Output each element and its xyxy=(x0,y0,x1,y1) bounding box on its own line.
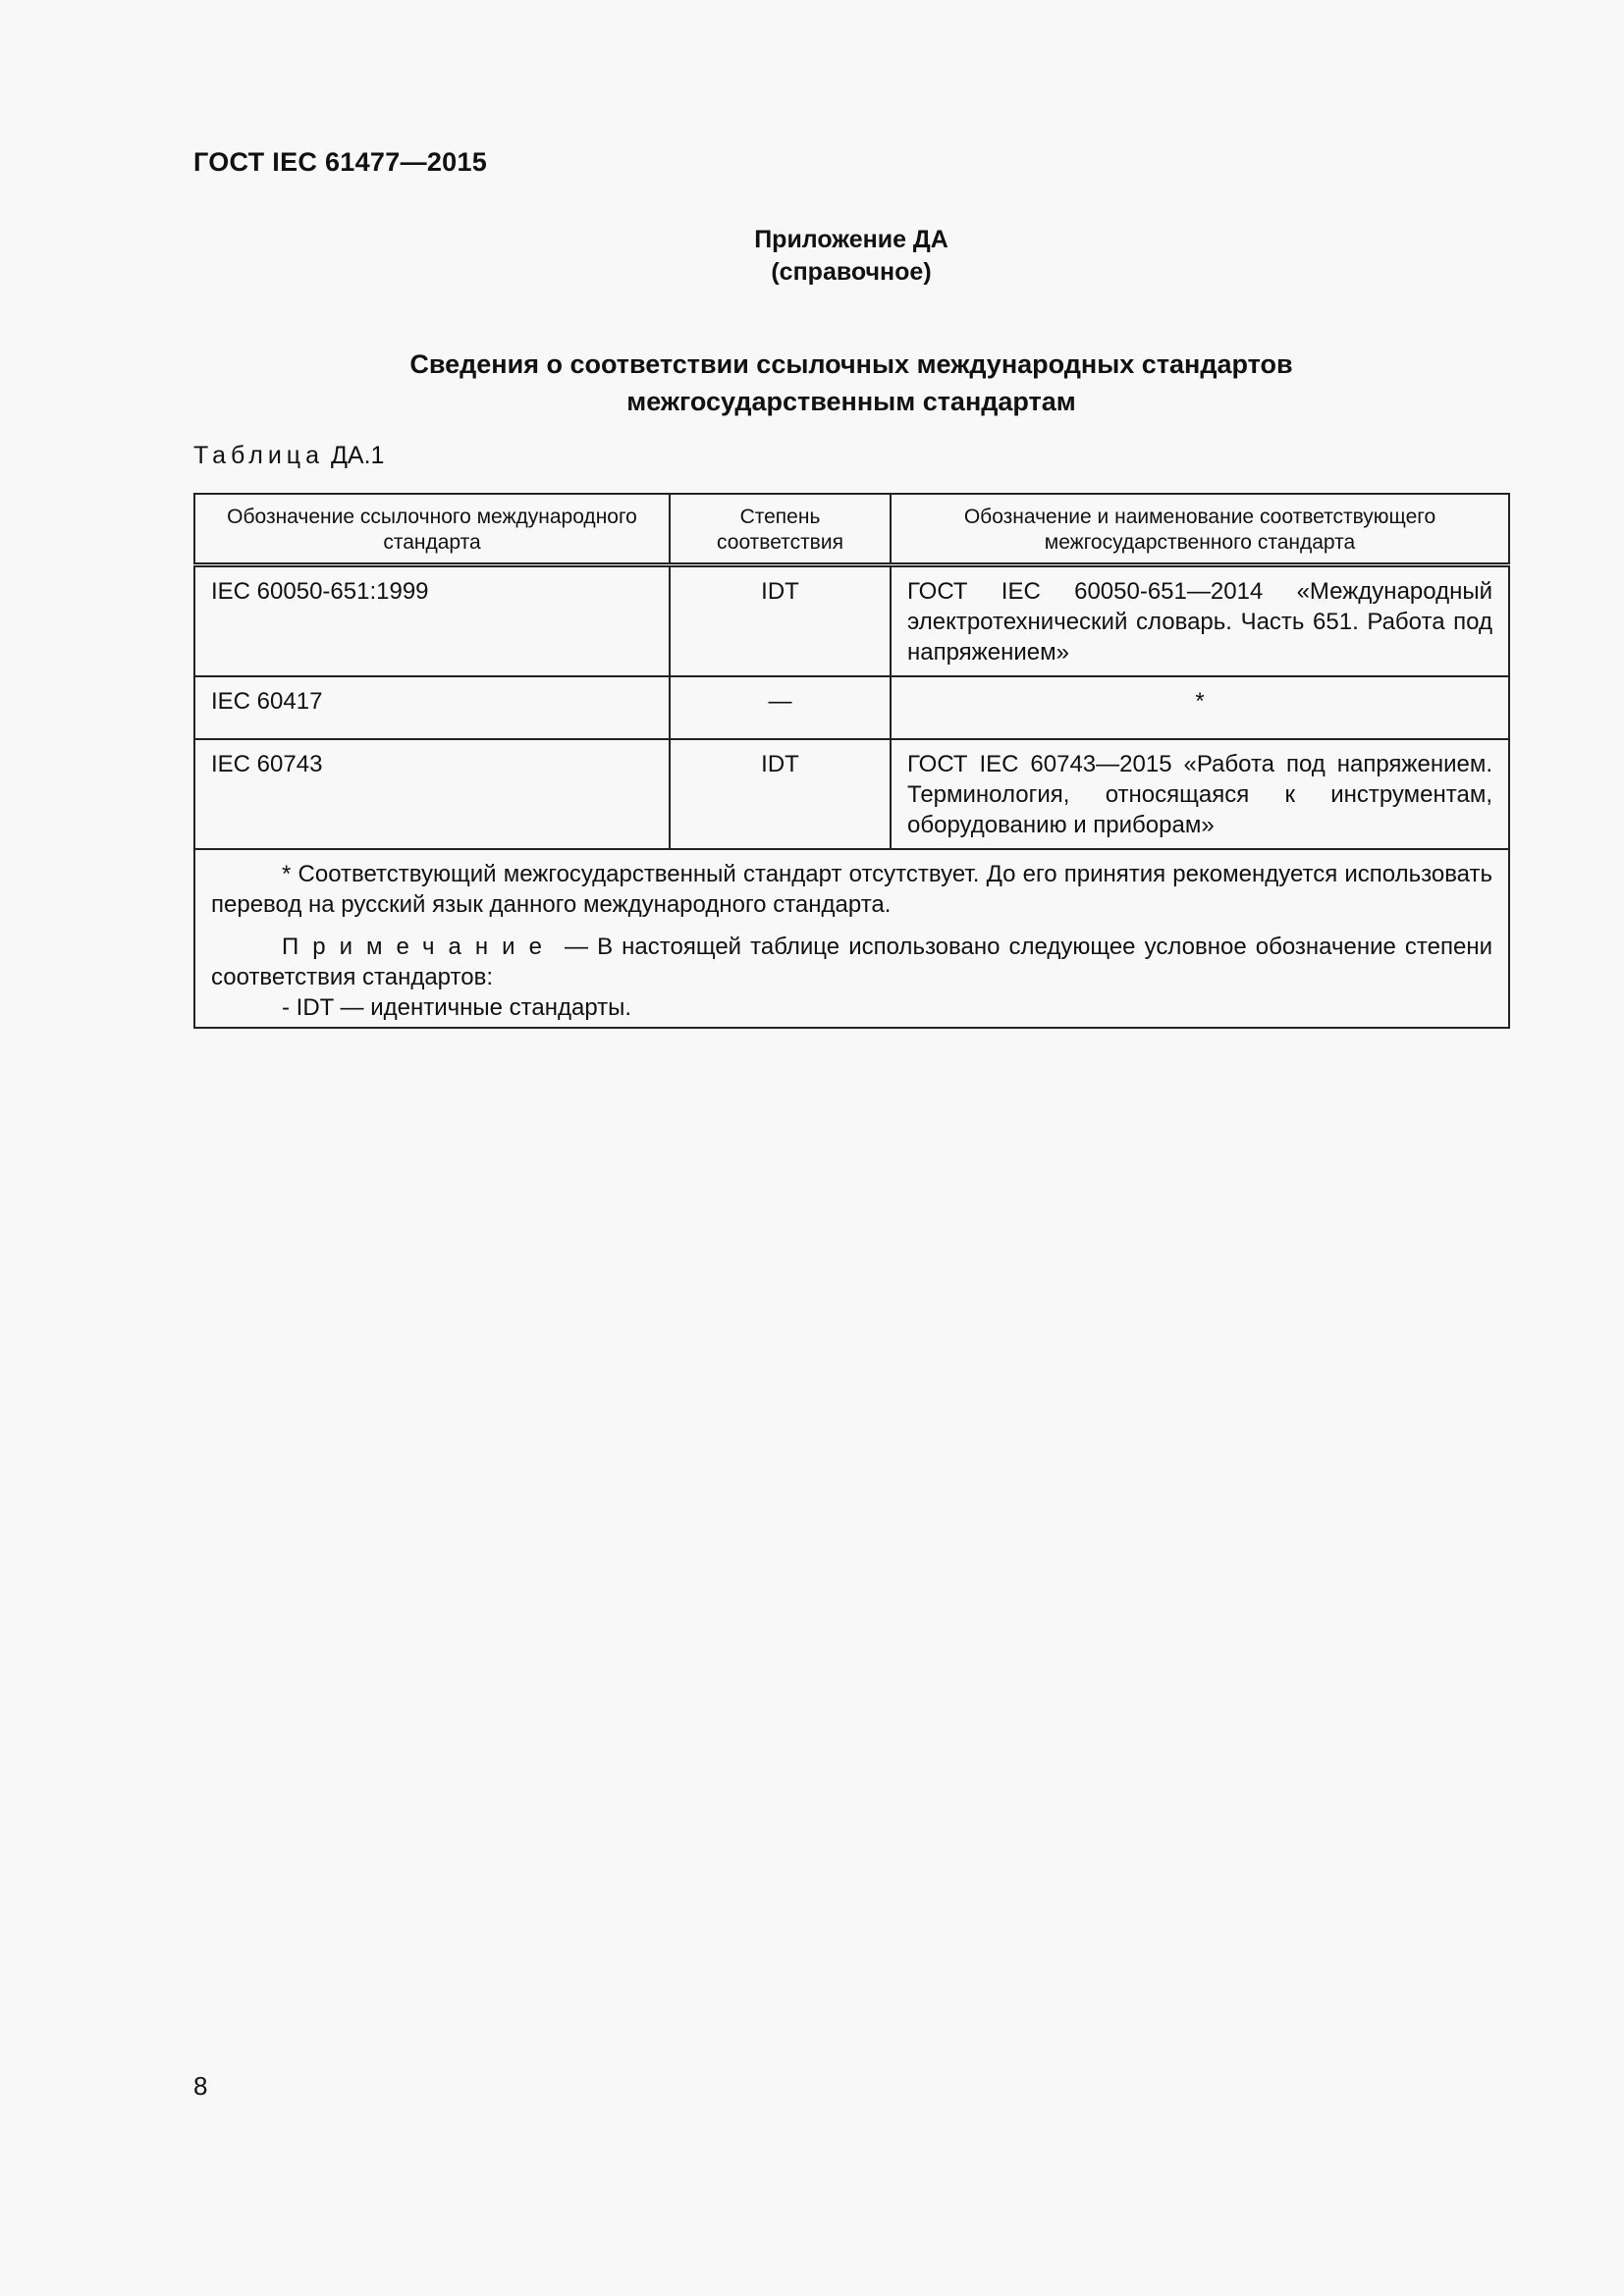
appendix-title xyxy=(0,346,1624,420)
table-header-row xyxy=(194,494,1509,565)
note-paragraph xyxy=(211,932,1492,992)
column-header-degree: Степень соответствия xyxy=(670,494,891,565)
column-header-reference-standard: Обозначение ссылочного международного стандарта xyxy=(194,494,670,565)
note-item: - IDT — идентичные стандарты. xyxy=(282,994,632,1021)
appendix-heading xyxy=(0,224,1624,289)
column-header-national-standard: Обозначение и наименование соответствующего межгосударственного стандарта xyxy=(891,494,1509,565)
appendix-title-line-2: межгосударственным стандартам xyxy=(626,387,1076,416)
table-footnote-row xyxy=(194,849,1509,1028)
cell-national-standard: * xyxy=(891,676,1509,739)
appendix-type: (справочное) xyxy=(771,258,932,286)
table-row xyxy=(194,565,1509,677)
cell-reference-standard: IEC 60050-651:1999 xyxy=(194,565,670,677)
cell-reference-standard: IEC 60743 xyxy=(194,739,670,849)
table-footnote-cell xyxy=(194,849,1509,1028)
table-caption xyxy=(193,442,384,470)
cell-national-standard: ГОСТ IEC 60050-651—2014 «Международный электротехнический словарь. Часть 651. Работа под напряжением» xyxy=(891,565,1509,677)
table-caption-number: ДА.1 xyxy=(330,442,385,469)
cell-national-standard: ГОСТ IEC 60743—2015 «Работа под напряжением. Терминология, относящаяся к инструментам, оборудованию и приборам» xyxy=(891,739,1509,849)
table-caption-word: Таблица xyxy=(193,442,325,469)
table-row xyxy=(194,676,1509,739)
cell-degree: — xyxy=(670,676,891,739)
cell-degree: IDT xyxy=(670,565,891,677)
document-designation: ГОСТ IEC 61477—2015 xyxy=(193,147,488,177)
page-number: 8 xyxy=(193,2071,208,2101)
footnote-text: * Соответствующий межгосударственный стандарт отсутствует. До его принятия рекомендуется использовать перевод на русский язык данного международного стандарта. xyxy=(211,861,1492,918)
cell-reference-standard: IEC 60417 xyxy=(194,676,670,739)
table-row xyxy=(194,739,1509,849)
appendix-title-line-1: Сведения о соответствии ссылочных международных стандартов xyxy=(409,349,1293,379)
note-text: — В настоящей таблице использовано следующее условное обозначение степени соответствия стандартов: xyxy=(211,934,1493,990)
appendix-label: Приложение ДА xyxy=(754,226,948,253)
standards-correspondence-table xyxy=(193,493,1510,1029)
cell-degree: IDT xyxy=(670,739,891,849)
note-label: Примечание xyxy=(282,934,556,960)
